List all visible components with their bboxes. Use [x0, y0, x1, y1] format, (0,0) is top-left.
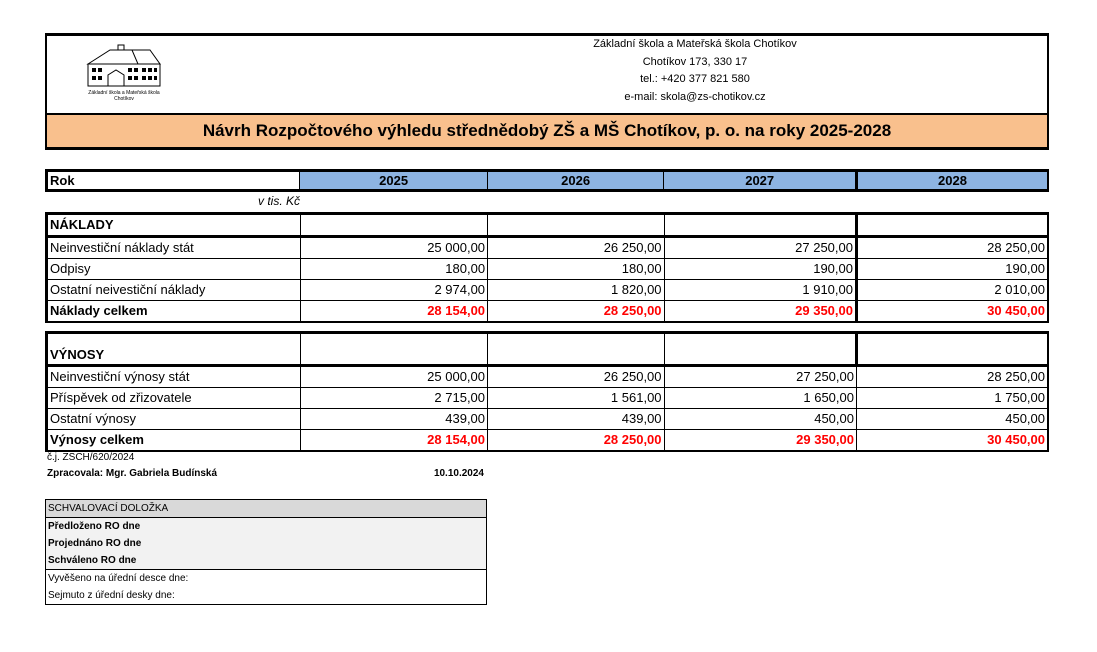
cell-value[interactable]: 1 650,00: [664, 388, 856, 409]
total-label: Náklady celkem: [47, 301, 301, 323]
cell-value[interactable]: 27 250,00: [664, 237, 856, 259]
year-2027[interactable]: 2027: [664, 171, 857, 191]
row-label: Neinvestiční náklady stát: [47, 237, 301, 259]
cell[interactable]: [300, 333, 487, 366]
year-header-row: [47, 171, 1049, 191]
costs-heading: NÁKLADY: [47, 214, 301, 237]
cell-value[interactable]: 190,00: [664, 259, 856, 280]
row-label: Příspěvek od zřizovatele: [47, 388, 301, 409]
cell[interactable]: [488, 333, 665, 366]
cell-value[interactable]: 450,00: [664, 409, 856, 430]
approval-clause: [45, 499, 487, 605]
row-label: Odpisy: [47, 259, 301, 280]
total-value[interactable]: 30 450,00: [856, 301, 1048, 323]
prepared-date: 10.10.2024: [433, 468, 484, 479]
cell-value[interactable]: 2 010,00: [856, 280, 1048, 301]
cell-value[interactable]: 25 000,00: [300, 366, 487, 388]
cell-value[interactable]: 26 250,00: [488, 366, 665, 388]
costs-table: [45, 212, 1049, 323]
row-label: Ostatní výnosy: [47, 409, 301, 430]
total-value[interactable]: 28 250,00: [488, 301, 665, 323]
cell[interactable]: [856, 333, 1048, 366]
cell-value[interactable]: 26 250,00: [488, 237, 665, 259]
cell-value[interactable]: 450,00: [856, 409, 1048, 430]
total-label: Výnosy celkem: [47, 430, 301, 452]
revenue-heading-row: [47, 333, 1049, 366]
school-contact: [520, 36, 870, 106]
revenue-total-row: [47, 430, 1049, 452]
table-row: [47, 259, 1049, 280]
costs-heading-row: [47, 214, 1049, 237]
table-row: [47, 388, 1049, 409]
year-2025[interactable]: 2025: [300, 171, 488, 191]
school-address: Chotíkov 173, 330 17: [642, 55, 748, 68]
cell-value[interactable]: 180,00: [300, 259, 487, 280]
cell[interactable]: [664, 333, 856, 366]
cell-value[interactable]: 2 974,00: [300, 280, 487, 301]
row-label: Neinvestiční výnosy stát: [47, 366, 301, 388]
school-name: Základní škola a Mateřská škola Chotíkov: [593, 38, 797, 50]
approval-removed: Sejmuto z úřední desky dne:: [48, 590, 175, 601]
row-label: Ostatní neivestiční náklady: [47, 280, 301, 301]
unit-label: v tis. Kč: [257, 194, 300, 208]
year-header-table: [45, 169, 1049, 192]
revenue-table: [45, 331, 1049, 452]
table-row: [47, 366, 1049, 388]
approval-submitted: Předloženo RO dne: [46, 518, 486, 535]
costs-total-row: [47, 301, 1049, 323]
document-title: Návrh Rozpočtového výhledu střednědobý ZŠ a MŠ Chotíkov, p. o. na roky 2025-2028: [45, 113, 1049, 150]
school-email: e-mail: skola@zs-chotikov.cz: [624, 90, 766, 103]
total-value[interactable]: 28 154,00: [300, 430, 487, 452]
cell-value[interactable]: 1 820,00: [488, 280, 665, 301]
cell-value[interactable]: 28 250,00: [856, 237, 1048, 259]
logo-caption-line1: Základní škola a Mateřská škola: [88, 90, 160, 96]
cell[interactable]: [300, 214, 487, 237]
total-value[interactable]: 28 250,00: [488, 430, 665, 452]
table-row: [47, 409, 1049, 430]
cell-value[interactable]: 2 715,00: [300, 388, 487, 409]
revenue-heading: VÝNOSY: [47, 333, 301, 366]
year-2026[interactable]: 2026: [487, 171, 664, 191]
cell-value[interactable]: 190,00: [856, 259, 1048, 280]
table-row: [47, 237, 1049, 259]
cell-value[interactable]: 439,00: [488, 409, 665, 430]
total-value[interactable]: 29 350,00: [664, 430, 856, 452]
year-2028[interactable]: 2028: [856, 171, 1048, 191]
cell-value[interactable]: 1 910,00: [664, 280, 856, 301]
total-value[interactable]: 28 154,00: [300, 301, 487, 323]
table-row: [47, 280, 1049, 301]
approval-posted: Vyvěšeno na úřední desce dne:: [48, 573, 189, 584]
school-phone: tel.: +420 377 821 580: [640, 73, 750, 85]
cell-value[interactable]: 439,00: [300, 409, 487, 430]
logo-caption: [76, 90, 172, 102]
total-value[interactable]: 29 350,00: [664, 301, 856, 323]
cell[interactable]: [856, 214, 1048, 237]
cell[interactable]: [664, 214, 856, 237]
approval-heading: SCHVALOVACÍ DOLOŽKA: [46, 500, 486, 518]
reference-number: č.j. ZSCH/620/2024: [47, 452, 135, 463]
cell-value[interactable]: 27 250,00: [664, 366, 856, 388]
cell-value[interactable]: 1 750,00: [856, 388, 1048, 409]
approval-approved: Schváleno RO dne: [46, 552, 486, 570]
cell[interactable]: [488, 214, 665, 237]
total-value[interactable]: 30 450,00: [856, 430, 1048, 452]
logo-caption-line2: Chotíkov: [114, 96, 134, 102]
year-label: Rok: [47, 171, 300, 191]
cell-value[interactable]: 28 250,00: [856, 366, 1048, 388]
cell-value[interactable]: 1 561,00: [488, 388, 665, 409]
cell-value[interactable]: 25 000,00: [300, 237, 487, 259]
approval-discussed: Projednáno RO dne: [46, 535, 486, 552]
prepared-by: Zpracovala: Mgr. Gabriela Budínská: [47, 468, 218, 479]
cell-value[interactable]: 180,00: [488, 259, 665, 280]
